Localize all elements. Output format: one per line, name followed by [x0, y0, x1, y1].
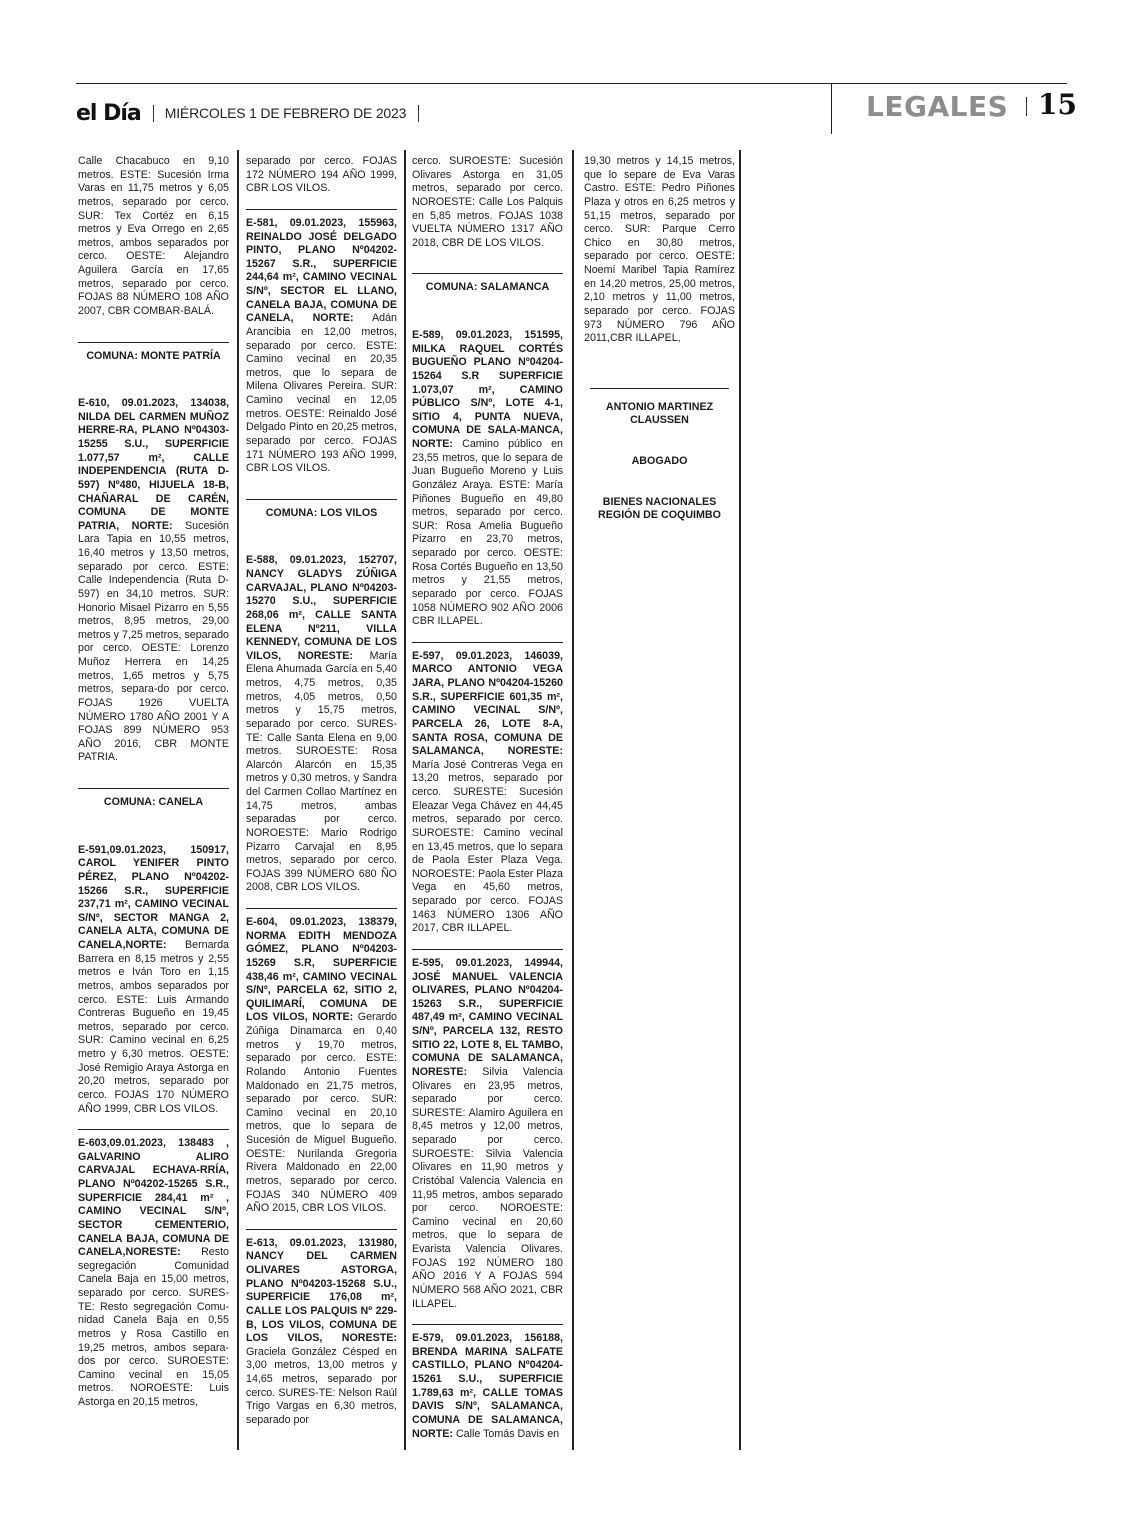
legal-notice: [412, 650, 563, 936]
notice-body: Bernarda Barrera en 8,15 metros y 2,55 metros e Iván Toro en 1,15 metros, ambos separados por cerco. ESTE: Luis Armando Contreras Bugueño en 19,45 metros, separado por cerco. SUR: Camino vecinal en 6,25 metro y 6,30 metros. OESTE: José Remigio Araya Astorga en 20,20 metros, separado por cerco. FOJAS 170 NÚMERO AÑO 1999, CBR LOS VILOS.: [78, 939, 229, 1115]
notice-body: Camino público en 23,55 metros, que lo separa de Juan Bugueño Moreno y Luis González Araya. ESTE: María Piñones Bugueño en 49,80 metros, separado por cerco. SUR: Rosa Amelia Bugueño Pizarro en 23,70 metros, separado por cerco. OESTE: Rosa Cortés Bugueño en 13,50 metros y 21,55 metros, separado por cerco. FOJAS 1058 NÚMERO 902 AÑO 2006 CBR ILLAPEL.: [412, 438, 563, 628]
legal-notice-continuation: 19,30 metros y 14,15 metros, que lo separe de Eva Varas Castro. ESTE: Pedro Piñones Plaza y otros en 6,25 metros y 51,15 metros, separado por cerco. SUR: Parque Cerro Chico en 30,80 metros, separado por cerco. OESTE: Noemí Maribel Tapia Ramírez en 14,20 metros, 25,00 metros, 2,10 metros y 11,00 metros, separado por cerco. FOJAS 973 NÚMERO 796 AÑO 2011,CBR ILLAPEL,: [584, 155, 735, 345]
notice-divider: [412, 949, 563, 950]
notice-body: María José Contreras Vega en 13,20 metros, separado por cerco. SURESTE: Sucesión Eleazar Vega Chávez en 44,45 metros, separado por cerco. SUROESTE: Camino vecinal en 13,45 metros, que lo separa de Paola Ester Plaza Vega. NOROESTE: Paola Ester Plaza Vega en 45,60 metros, separado por cerco. FOJAS 1463 NÚMERO 1306 AÑO 2017, CBR ILLAPEL.: [412, 758, 563, 935]
notice-body: Sucesión Lara Tapia en 10,55 metros, 16,40 metros y 13,50 metros, separado por cerco. ESTE: Calle Independencia (Ruta D-597) en 34,10 metros. SUR: Honorio Misael Pizarro en 5,55 metros, 8,95 metros, 29,00 metros y 7,25 metros, separado por cerco. OESTE: Lorenzo Muñoz Herrera en 14,25 metros, 1,65 metros y 5,75 metros, separa-do por cerco. FOJAS 1926 VUELTA NÚMERO 1780 AÑO 2001 Y A FOJAS 899 NÚMERO 953 AÑO 2016, CBR MONTE PATRIA.: [78, 519, 229, 764]
legal-notice: [246, 217, 397, 476]
signatory-organization: BIENES NACIONALES REGIÓN DE COQUIMBO: [598, 495, 721, 522]
signature-rule: [590, 388, 729, 389]
notice-body: María Elena Ahumada García en 5,40 metros, 4,75 metros, 0,35 metros, 4,05 metros, 0,50 metros y 15,75 metros, separado por cerco. SURES-TE: Calle Santa Elena en 9,00 metros. SUROESTE: Rosa Alarcón Alarcón en 15,35 metros y 0,30 metros, y Sandra del Carmen Collao Martínez en 14,75 metros, ambas separadas por cerco. NOROESTE: Mario Rodrigo Pizarro Carvajal en 8,95 metros, separado por cerco. FOJAS 399 NÚMERO 680 ÑO 2008, CBR LOS VILOS.: [246, 649, 397, 894]
notice-heading: E-610, 09.01.2023, 134038, NILDA DEL CARMEN MUÑOZ HERRE-RA, PLANO Nº04303-15255 S.U., SUPERFICIE 1.077,57 m², CALLE INDEPENDENCIA (RUTA D-597) Nº480, HIJUELA 18-B, CHAÑARAL DE CARÉN, COMUNA DE MONTE PATRIA, NORTE:: [78, 397, 229, 532]
comuna-heading: COMUNA: SALAMANCA: [412, 273, 563, 321]
legal-notice-continuation: cerco. SUROESTE: Sucesión Olivares Astorga en 31,05 metros, separado por cerco. NOROESTE: Calle Los Palquis en 5,85 metros. FOJAS 1038 VUELTA NÚMERO 1317 AÑO 2018, CBR DE LOS VILOS.: [412, 155, 563, 249]
notice-heading: E-579, 09.01.2023, 156188, BRENDA MARINA SALFATE CASTILLO, PLANO Nº04204-15261 S.U., SUPERFICIE 1.789,63 m², CALLE TOMAS DAVIS S/Nº, SALAMANCA, COMUNA DE SALAMANCA, NORTE:: [412, 1332, 563, 1440]
legal-notice: [246, 554, 397, 895]
notice-body: Graciela González Césped en 3,00 metros, 13,00 metros y 14,65 metros, separado por cerco. SURES-TE: Nelson Raúl Trigo Vargas en 6,30 metros, separado por: [246, 1345, 397, 1426]
notice-body: Adán Arancibia en 12,00 metros, separado por cerco. ESTE: Camino vecinal en 20,35 metros, que lo separa de Milena Olivares Pereira. SUR: Camino vecinal en 12,05 metros. OESTE: Reinaldo José Delgado Pinto en 20,25 metros, separado por cerco. FOJAS 171 NÚMERO 193 AÑO 1999, CBR LOS VILOS.: [246, 312, 397, 475]
legal-notice: [246, 916, 397, 1216]
masthead: [76, 96, 430, 130]
notice-heading: E-581, 09.01.2023, 155963, REINALDO JOSÉ DELGADO PINTO, PLANO Nº04202-15267 S.R., SUPERFICIE 244,64 m², CAMINO VECINAL S/Nº, SECTOR EL LLANO, CANELA BAJA, COMUNA DE CANELA, NORTE:: [246, 216, 397, 325]
notice-heading: E-591,09.01.2023, 150917, CAROL YENIFER PINTO PÉREZ, PLANO Nº04202-15266 S.R., SUPERFICIE 237,71 m², CAMINO VECINAL S/Nº, SECTOR MANGA 2, CANELA ALTA, COMUNA DE CANELA,NORTE:: [78, 843, 229, 951]
notice-divider: [78, 1129, 229, 1130]
notice-heading: E-595, 09.01.2023, 149944, JOSÉ MANUEL VALENCIA OLIVARES, PLANO Nº04204-15263 S.R., SUPERFICIE 487,49 m², CAMINO VECINAL S/Nº, PARCELA 132, RESTO SITIO 22, LOTE 8, EL TAMBO, COMUNA DE SALAMANCA, NORESTE:: [412, 956, 563, 1078]
signatory-title: ABOGADO: [631, 455, 688, 467]
section-title: LEGALES: [866, 90, 1009, 123]
issue-date: MIÉRCOLES 1 DE FEBRERO DE 2023: [164, 105, 407, 121]
page-number-separator: [1026, 97, 1027, 116]
signatory-name: ANTONIO MARTINEZ CLAUSSEN: [605, 400, 714, 427]
notice-heading: E-589, 09.01.2023, 151595, MILKA RAQUEL CORTÉS BUGUEÑO PLANO Nº04204-15264 S.R SUPERFICIE 1.073,07 m², CAMINO PÚBLICO S/Nº, LOTE 4-1, SITIO 4, PUNTA NUEVA, COMUNA DE SALA-MANCA, NORTE:: [412, 329, 563, 450]
notice-heading: E-588, 09.01.2023, 152707, NANCY GLADYS ZÚÑIGA CARVAJAL, PLANO Nº04203-15270 S.U., SUPERFICIE 268,06 m², CALLE SANTA ELENA Nº211, VILLA KENNEDY, COMUNA DE LOS VILOS, NORESTE:: [246, 554, 397, 662]
notice-body: Silvia Valencia Olivares en 23,95 metros, separado por cerco. SURESTE: Alamiro Aguilera en 8,45 metros y 12,00 metros, separado por cerco. SUROESTE: Silvia Valencia Olivares en 11,90 metros y Cristóbal Valencia Valencia en 11,95 metros, ambos separado por cerco. NOROESTE: Camino vecinal en 20,60 metros, que lo separa de Evarista Valencia Olivares. FOJAS 192 NÚMERO 180 AÑO 2016 Y A FOJAS 594 NÚMERO 568 AÑO 2021, CBR ILLAPEL.: [412, 1065, 563, 1310]
masthead-separator: [153, 105, 154, 122]
column-rule: [237, 150, 239, 1450]
notice-divider: [412, 642, 563, 643]
newspaper-logo: el Día: [76, 100, 141, 126]
column-2: [246, 155, 397, 1428]
notice-divider: [246, 209, 397, 210]
column-4: [584, 155, 735, 550]
legal-notice: [412, 329, 563, 629]
notice-heading: E-613, 09.01.2023, 131980, NANCY DEL CARMEN OLIVARES ASTORGA, PLANO Nº04203-15268 S.U., SUPERFICIE 176,08 m², CALLE LOS PALQUIS Nº 229-B, LOS VILOS, COMUNA DE LOS VILOS, NORESTE:: [246, 1236, 397, 1345]
header-divider: [831, 83, 832, 134]
legal-notice: [78, 1137, 229, 1410]
notice-body: Resto segregación Comunidad Canela Baja en 15,00 metros, separado por cerco. SURES-TE: Resto segregación Comu-nidad Canela Baja en 0,55 metros y Rosa Castillo en 19,25 metros, ambos separa-dos por cerco. SUROESTE: Camino vecinal en 15,05 metros. NOROESTE: Luis Astorga en 20,15 metros,: [78, 1246, 229, 1408]
header-top-rule: [76, 83, 1067, 84]
legal-notice: [246, 1237, 397, 1428]
legal-notice: [412, 957, 563, 1311]
notice-divider: [246, 908, 397, 909]
legal-notice: [78, 844, 229, 1117]
legal-notice: [412, 1332, 563, 1441]
notice-heading: E-603,09.01.2023, 138483 , GALVARINO ALIRO CARVAJAL ECHAVA-RRÍA, PLANO Nº04202-15265 S.R., SUPERFICIE 284,41 m² , CAMINO VECINAL S/Nº, SECTOR CEMENTERIO, CANELA BAJA, COMUNA DE CANELA,NORESTE:: [78, 1137, 229, 1259]
column-rule: [739, 150, 741, 1450]
notice-divider: [412, 1324, 563, 1325]
comuna-heading: COMUNA: CANELA: [78, 788, 229, 836]
legal-notice: [78, 397, 229, 765]
notice-heading: E-604, 09.01.2023, 138379, NORMA EDITH MENDOZA GÓMEZ, PLANO Nº04203-15269 S.R, SUPERFICIE 438,46 m², CAMINO VECINAL S/Nº, PARCELA 62, SITIO 2, QUILIMARÍ, COMUNA DE LOS VILOS, NORTE:: [246, 916, 397, 1024]
notice-body: Calle Tomás Davis en: [452, 1427, 560, 1440]
notice-divider: [246, 1229, 397, 1230]
column-rule: [404, 150, 406, 1450]
column-3: [412, 155, 563, 1441]
page-number: 15: [1038, 88, 1077, 121]
legal-notice-continuation: separado por cerco. FOJAS 172 NÚMERO 194 AÑO 1999, CBR LOS VILOS.: [246, 155, 397, 195]
notice-body: Gerardo Zúñiga Dinamarca en 0,40 metros y 19,70 metros, separado por cerco. ESTE: Rolando Antonio Fuentes Maldonado en 21,75 metros, separado por cerco. SUR: Camino vecinal en 20,10 metros, que lo separa de Sucesión de Miguel Bugueño. OESTE: Nurilanda Gregoria Rivera Maldonado en 22,00 metros, separado por cerco. FOJAS 340 NÚMERO 409 AÑO 2015, CBR LOS VILOS.: [246, 1011, 397, 1215]
legal-notice-continuation: Calle Chacabuco en 9,10 metros. ESTE: Sucesión Irma Varas en 11,75 metros y 6,05 metros, separado por cerco. SUR: Tex Cortéz en 6,15 metros y Eva Orrego en 2,65 metros, ambos separados por cerco. OESTE: Alejandro Aguilera García en 17,65 metros, separado por cerco. FOJAS 88 NÚMERO 108 AÑO 2007, CBR COMBAR-BALÁ.: [78, 155, 229, 317]
comuna-heading: COMUNA: MONTE PATRÍA: [78, 342, 229, 390]
comuna-heading: COMUNA: LOS VILOS: [246, 499, 397, 547]
column-1: [78, 155, 229, 1410]
masthead-separator: [418, 105, 419, 122]
column-rule: [572, 150, 574, 1450]
notice-heading: E-597, 09.01.2023, 146039, MARCO ANTONIO VEGA JARA, PLANO Nº04204-15260 S.R., SUPERFICIE 601,35 m², CAMINO VECINAL S/Nº, PARCELA 26, LOTE 8-A, SANTA ROSA, COMUNA DE SALAMANCA, NORESTE:: [412, 649, 563, 758]
